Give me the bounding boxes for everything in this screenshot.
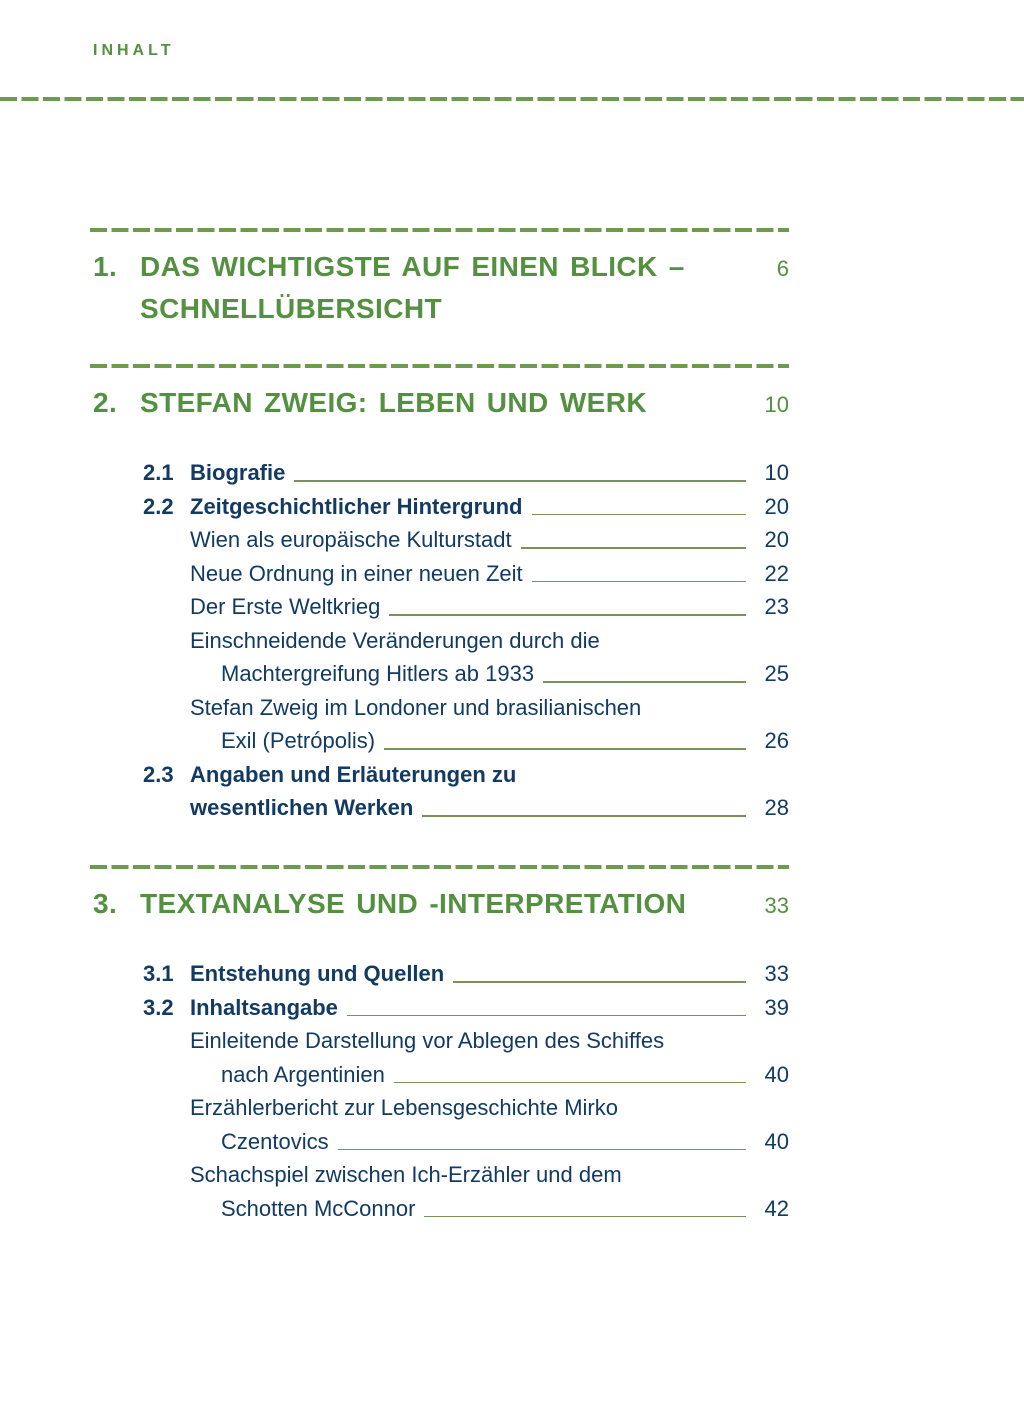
entry-title: Stefan Zweig im Londoner und brasilianischen	[190, 694, 642, 720]
toc-entry-row	[143, 1058, 789, 1092]
entry-page-number: 40	[764, 1061, 789, 1087]
entry-page-number: 20	[764, 527, 789, 552]
leader-line	[424, 1216, 746, 1218]
section-title-line: STEFAN ZWEIG: LEBEN UND WERK	[140, 387, 647, 418]
entry-page-number: 28	[764, 795, 789, 820]
entry-title: Inhaltsangabe	[190, 994, 338, 1020]
toc-entry-row	[143, 490, 789, 524]
toc-entry-row	[143, 1158, 789, 1192]
entry-title: Einschneidende Veränderungen durch die	[190, 627, 600, 653]
leader-line	[532, 514, 747, 516]
toc-entry-row	[143, 1024, 789, 1058]
toc-section	[90, 364, 789, 825]
toc-entry-row	[143, 590, 789, 624]
toc-entry-row	[143, 523, 789, 557]
entry-page-number: 42	[764, 1195, 789, 1221]
section-title-line: TEXTANALYSE UND -INTERPRETATION	[140, 888, 687, 919]
entry-page-number: 23	[764, 594, 789, 619]
leader-line	[543, 681, 746, 683]
entry-title: Der Erste Weltkrieg	[190, 594, 381, 619]
entry-number: 2.1	[143, 460, 174, 485]
section-title	[140, 883, 748, 925]
toc-entry-row	[143, 991, 789, 1025]
leader-line	[521, 547, 746, 549]
section-heading	[90, 883, 789, 927]
leader-line	[532, 581, 746, 583]
leader-line	[453, 981, 746, 983]
section-separator	[90, 865, 789, 869]
toc-entry-row	[143, 691, 789, 725]
toc-entry-row	[143, 1091, 789, 1125]
page-title: INHALT	[93, 42, 175, 59]
entry-title: Exil (Petrópolis)	[221, 728, 376, 753]
section-title	[140, 382, 748, 424]
toc-entry-row	[143, 1125, 789, 1159]
leader-line	[384, 748, 746, 750]
section-page-number: 33	[764, 893, 789, 918]
toc-entry-row	[143, 1192, 789, 1226]
section-page-number: 10	[764, 392, 789, 417]
section-entries	[90, 957, 789, 1225]
entry-number: 2.3	[143, 761, 174, 787]
section-entries	[90, 456, 789, 825]
toc-entry-row	[143, 557, 789, 591]
section-separator	[90, 228, 789, 232]
entry-title: Biografie	[190, 460, 286, 485]
leader-line	[347, 1015, 746, 1017]
top-separator	[0, 97, 1024, 101]
toc-entry-row	[143, 791, 789, 825]
entry-page-number: 10	[764, 460, 789, 485]
entry-title: nach Argentinien	[221, 1061, 385, 1087]
toc-entry-row	[143, 657, 789, 691]
section-separator	[90, 364, 789, 368]
toc-entry-row	[143, 957, 789, 991]
toc-entry-row	[143, 758, 789, 792]
entry-number: 2.2	[143, 493, 174, 519]
entry-title: Schachspiel zwischen Ich-Erzähler und dem	[190, 1162, 622, 1187]
entry-title: Entstehung und Quellen	[190, 961, 445, 986]
entry-page-number: 20	[764, 493, 789, 519]
entry-page-number: 26	[764, 728, 789, 753]
section-heading	[90, 382, 789, 426]
entry-title: Czentovics	[221, 1128, 329, 1154]
toc-entry-row	[143, 624, 789, 658]
entry-number: 3.2	[143, 994, 174, 1020]
entry-page-number: 25	[764, 661, 789, 686]
entry-page-number: 40	[764, 1128, 789, 1154]
section-title-line: DAS WICHTIGSTE AUF EINEN BLICK –	[140, 251, 685, 282]
section-number: 1.	[93, 251, 118, 282]
entry-title: wesentlichen Werken	[190, 795, 414, 820]
entry-title: Schotten McConnor	[221, 1195, 416, 1221]
entry-title: Neue Ordnung in einer neuen Zeit	[190, 560, 523, 586]
toc-section	[90, 228, 789, 330]
section-heading	[90, 246, 789, 330]
section-title-line: SCHNELLÜBERSICHT	[140, 293, 442, 324]
leader-line	[389, 614, 746, 616]
entry-title: Zeitgeschichtlicher Hintergrund	[190, 493, 523, 519]
section-number: 3.	[93, 888, 118, 919]
toc-section	[90, 865, 789, 1225]
section-title	[140, 246, 748, 330]
entry-number: 3.1	[143, 961, 174, 986]
leader-line	[422, 815, 746, 817]
leader-line	[394, 1082, 746, 1084]
entry-title: Angaben und Erläuterungen zu	[190, 761, 517, 787]
entry-page-number: 33	[764, 961, 789, 986]
entry-title: Wien als europäische Kulturstadt	[190, 527, 512, 552]
entry-title: Erzählerbericht zur Lebensgeschichte Mirko	[190, 1095, 618, 1120]
toc-entry-row	[143, 456, 789, 490]
section-page-number: 6	[776, 256, 789, 281]
leader-line	[294, 480, 746, 482]
toc-entry-row	[143, 724, 789, 758]
entry-page-number: 22	[764, 560, 789, 586]
leader-line	[338, 1149, 746, 1151]
entry-title: Machtergreifung Hitlers ab 1933	[221, 661, 535, 686]
entry-page-number: 39	[764, 994, 789, 1020]
entry-title: Einleitende Darstellung vor Ablegen des Schiffes	[190, 1028, 665, 1053]
section-number: 2.	[93, 387, 118, 418]
